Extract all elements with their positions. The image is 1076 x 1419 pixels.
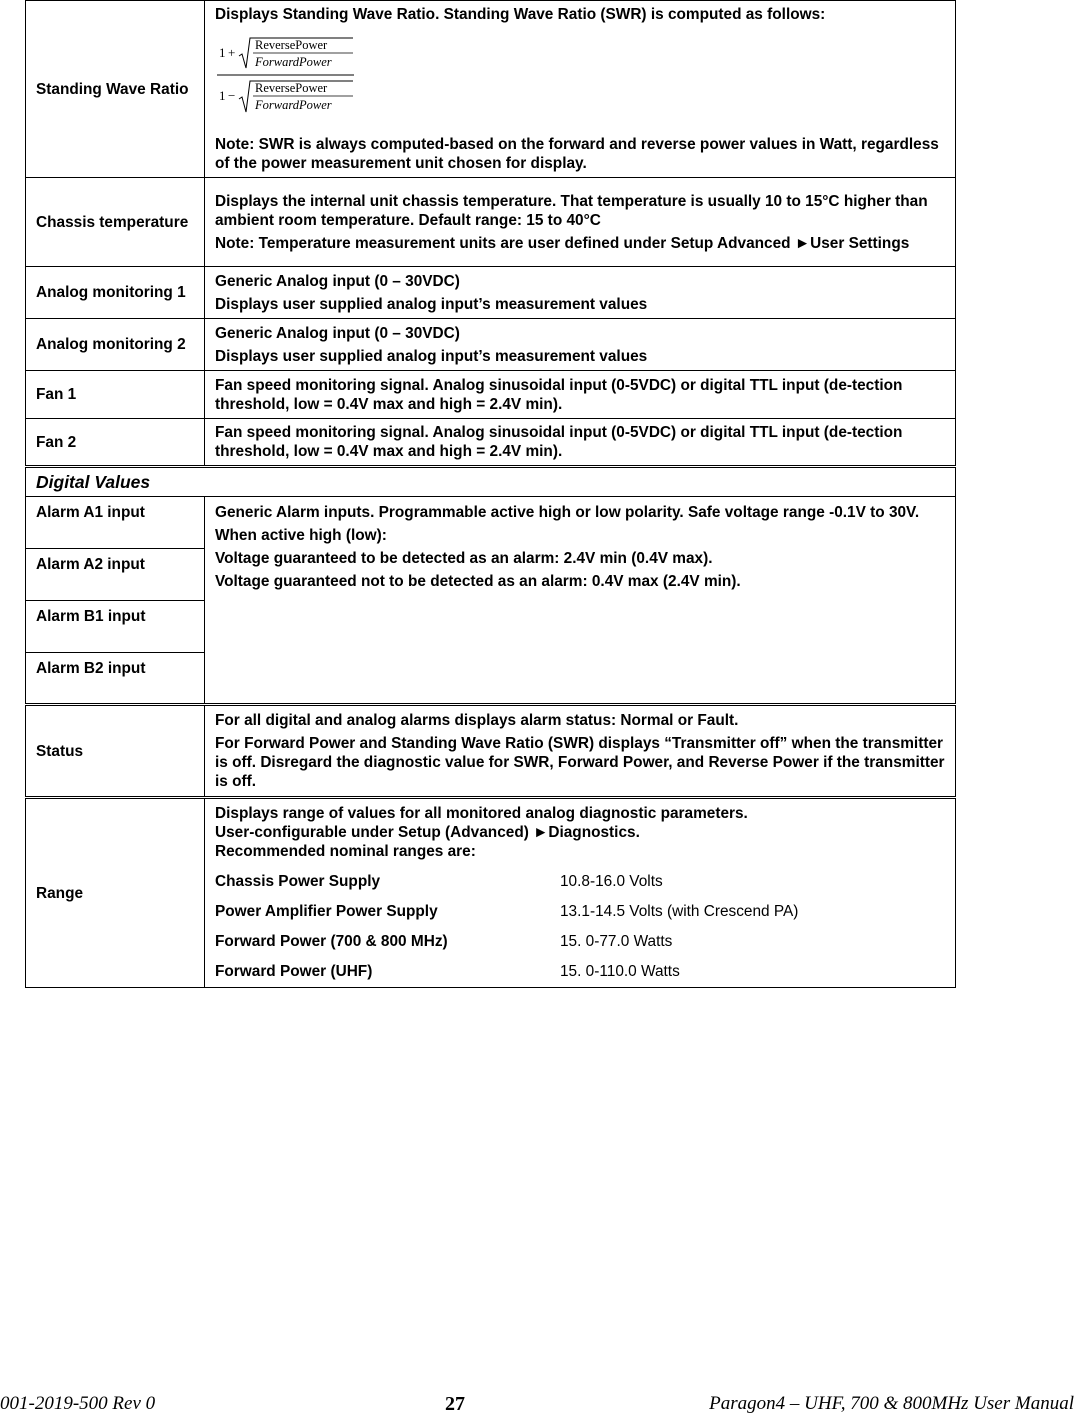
row-label: Status [26, 705, 205, 798]
table-row-alarm-a1 [26, 497, 956, 549]
row-label: Standing Wave Ratio [26, 1, 205, 178]
diagnostics-table [25, 0, 956, 988]
row-label: Alarm A1 input [26, 497, 205, 549]
alarm-description [205, 497, 956, 705]
row-label: Alarm A2 input [26, 549, 205, 601]
alarm-desc-line: Voltage guaranteed not to be detected as an alarm: 0.4V max (2.4V min). [215, 573, 741, 590]
analog2-line2: Displays user supplied analog input’s measurement values [215, 347, 648, 365]
table-row-status [26, 705, 956, 798]
chassis-description: Displays the internal unit chassis temperature. That temperature is usually 10 to 15°C higher than ambient room temperature. Default range: 15 to 40°C [215, 192, 928, 229]
range-value: 10.8-16.0 Volts [560, 873, 663, 890]
formula-one: 1 [219, 88, 226, 103]
fan1-description: Fan speed monitoring signal. Analog sinusoidal input (0-5VDC) or digital TTL input (de-tection threshold, low = 0.4V max and high = 2.4V min). [215, 376, 903, 413]
alarm-desc-line: When active high (low): [215, 527, 387, 544]
table-row-swr [26, 1, 956, 178]
row-description [205, 178, 956, 267]
section-title: Digital Values [26, 467, 956, 497]
row-label: Fan 2 [26, 419, 205, 467]
formula-numerator: ReversePower [255, 81, 328, 95]
range-value: 15. 0-110.0 Watts [560, 963, 680, 980]
row-description [205, 798, 956, 988]
list-item [215, 957, 945, 987]
list-item [215, 867, 945, 897]
list-item [215, 897, 945, 927]
table-row-range [26, 798, 956, 988]
analog2-line1: Generic Analog input (0 – 30VDC) [215, 324, 460, 342]
range-value: 13.1-14.5 Volts (with Crescend PA) [560, 903, 799, 920]
row-label: Chassis temperature [26, 178, 205, 267]
fan2-description: Fan speed monitoring signal. Analog sinusoidal input (0-5VDC) or digital TTL input (de-tection threshold, low = 0.4V max and high = 2.4V min). [215, 424, 903, 460]
manual-title: Paragon4 – UHF, 700 & 800MHz User Manual [709, 1393, 1074, 1414]
list-item [215, 927, 945, 957]
table-row-fan1 [26, 371, 956, 419]
table-row-fan2 [26, 419, 956, 467]
page-number: 27 [445, 1393, 465, 1415]
row-label: Alarm B1 input [26, 601, 205, 653]
row-label: Range [26, 798, 205, 988]
range-intro-line: User-configurable under Setup (Advanced) ►Diagnostics. [215, 823, 640, 841]
table-row-analog1 [26, 267, 956, 319]
row-description [205, 419, 956, 467]
alarm-desc-line: Voltage guaranteed to be detected as an alarm: 2.4V min (0.4V max). [215, 550, 713, 567]
formula-one: 1 [219, 45, 226, 60]
swr-note: Note: SWR is always computed-based on the forward and reverse power values in Watt, regardless of the power measurement unit chosen for display. [215, 136, 939, 172]
range-intro-line: Recommended nominal ranges are: [215, 842, 476, 860]
range-name: Power Amplifier Power Supply [215, 903, 438, 920]
formula-minus: − [228, 88, 236, 103]
row-label: Analog monitoring 2 [26, 319, 205, 371]
doc-number: 001-2019-500 Rev 0 [0, 1393, 156, 1414]
range-intro [215, 804, 945, 861]
table-row-chassis [26, 178, 956, 267]
row-description [205, 705, 956, 798]
nominal-ranges-list [215, 867, 945, 987]
row-description [205, 371, 956, 419]
page-footer [0, 1393, 1076, 1419]
formula-denominator: ForwardPower [255, 55, 332, 69]
range-name: Chassis Power Supply [215, 873, 381, 890]
row-description [205, 267, 956, 319]
formula-plus: + [228, 45, 236, 60]
range-name: Forward Power (700 & 800 MHz) [215, 933, 448, 950]
swr-description: Displays Standing Wave Ratio. Standing Wave Ratio (SWR) is computed as follows: [215, 6, 826, 23]
chassis-note: Note: Temperature measurement units are user defined under Setup Advanced ►User Settings [215, 234, 910, 252]
table-row-analog2 [26, 319, 956, 371]
range-intro-line: Displays range of values for all monitored analog diagnostic parameters. [215, 804, 748, 822]
status-line2: For Forward Power and Standing Wave Ratio (SWR) displays “Transmitter off” when the transmitter is off. Disregard the diagnostic value for SWR, Forward Power, and Reverse Power if the transmitter is off. [215, 735, 945, 790]
row-label: Fan 1 [26, 371, 205, 419]
formula-numerator: ReversePower [255, 38, 328, 52]
range-value: 15. 0-77.0 Watts [560, 933, 673, 950]
alarm-desc-line: Generic Alarm inputs. Programmable active high or low polarity. Safe voltage range -0.1V to 30V. [215, 504, 920, 521]
row-description [205, 319, 956, 371]
analog1-line1: Generic Analog input (0 – 30VDC) [215, 272, 460, 290]
status-line1: For all digital and analog alarms displays alarm status: Normal or Fault. [215, 712, 739, 729]
swr-formula [217, 34, 357, 120]
row-description [205, 1, 956, 178]
row-label: Alarm B2 input [26, 653, 205, 705]
formula-denominator: ForwardPower [255, 98, 332, 112]
range-name: Forward Power (UHF) [215, 963, 373, 980]
analog1-line2: Displays user supplied analog input’s measurement values [215, 295, 648, 313]
row-label: Analog monitoring 1 [26, 267, 205, 319]
section-row-digital [26, 467, 956, 497]
